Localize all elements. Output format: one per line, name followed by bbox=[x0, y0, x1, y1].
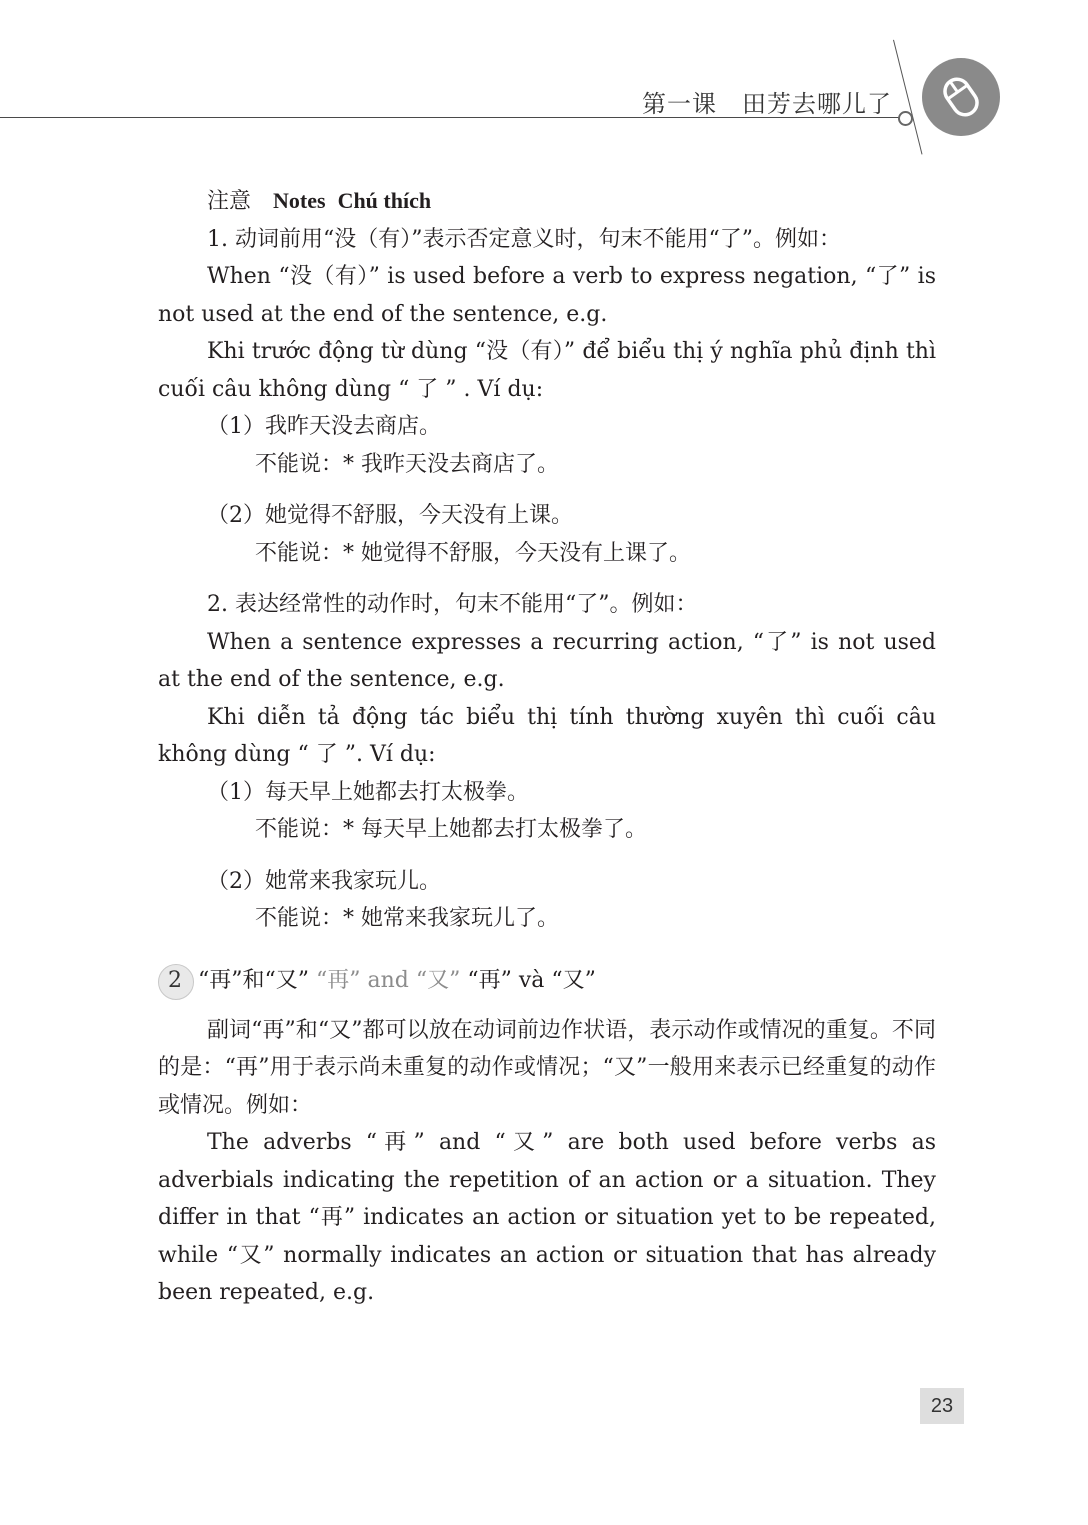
lesson-title: 第一课 田芳去哪儿了 bbox=[642, 90, 892, 118]
notes-label-cn: 注意 bbox=[207, 189, 252, 214]
section-title-cn: “再”和“又” bbox=[198, 967, 309, 993]
mouse-icon bbox=[922, 58, 1000, 136]
note2-example-2: （2）她常来我家玩儿。 bbox=[207, 868, 441, 894]
note1-en: When “没（有）” is used before a verb to express negation, “了” is not used at the end of the sentence, e.g. bbox=[158, 264, 936, 327]
section-number: 2 bbox=[168, 967, 182, 993]
note1-example-1: （1）我昨天没去商店。 bbox=[207, 414, 441, 439]
note1-example-2: （2）她觉得不舒服，今天没有上课。 bbox=[207, 503, 573, 528]
section2-para-cn: 副词“再”和“又”都可以放在动词前边作状语，表示动作或情况的重复。不同的是：“再”用于表示尚未重复的动作或情况；“又”一般用来表示已经重复的动作或情况。例如： bbox=[158, 1017, 936, 1118]
section2-para-en: The adverbs “再” and “又” are both used before verbs as adverbials indicating the repetition of an action or a situation. They differ in that “再” indicates an action or situation yet to be repeated, while “又” normally indicates an action or situation that has already been repeated, e.g. bbox=[158, 1130, 936, 1305]
page-body bbox=[158, 182, 936, 1312]
note1-vi: Khi trước động từ dùng “没（有）” để biểu thị ý nghĩa phủ định thì cuối câu không dùng “ 了 ” . Ví dụ: bbox=[158, 339, 936, 402]
note2-example-1: （1）每天早上她都去打太极拳。 bbox=[207, 779, 529, 805]
header-decoration-ring bbox=[898, 111, 913, 126]
note2-example-1-wrong: 不能说：* 每天早上她都去打太极拳了。 bbox=[255, 817, 647, 842]
notes-heading bbox=[158, 182, 936, 221]
notes-label-en: Notes bbox=[273, 188, 326, 213]
note2-example-2-wrong: 不能说：* 她常来我家玩儿了。 bbox=[255, 906, 559, 931]
page-number: 23 bbox=[920, 1388, 964, 1424]
notes-label-vi: Chú thích bbox=[337, 188, 432, 213]
section-title-vi: “再” và “又” bbox=[467, 967, 596, 993]
section-title bbox=[198, 962, 596, 1000]
note1-example-1-wrong: 不能说：* 我昨天没去商店了。 bbox=[255, 451, 559, 477]
note1-example-2-wrong: 不能说：* 她觉得不舒服，今天没有上课了。 bbox=[255, 540, 691, 566]
section-2-heading bbox=[158, 962, 936, 1006]
section-title-en: “再” and “又” bbox=[316, 967, 461, 993]
note2-cn: 2. 表达经常性的动作时，句末不能用“了”。例如： bbox=[207, 592, 698, 617]
note2-vi: Khi diễn tả động tác biểu thị tính thường xuyên thì cuối câu không dùng “ 了 ”. Ví dụ: bbox=[158, 704, 936, 767]
header-decoration-line bbox=[893, 40, 923, 155]
note2-en: When a sentence expresses a recurring action, “了” is not used at the end of the sentence, e.g. bbox=[158, 629, 936, 692]
note1-cn: 1. 动词前用“没（有）”表示否定意义时，句末不能用“了”。例如： bbox=[207, 226, 841, 252]
